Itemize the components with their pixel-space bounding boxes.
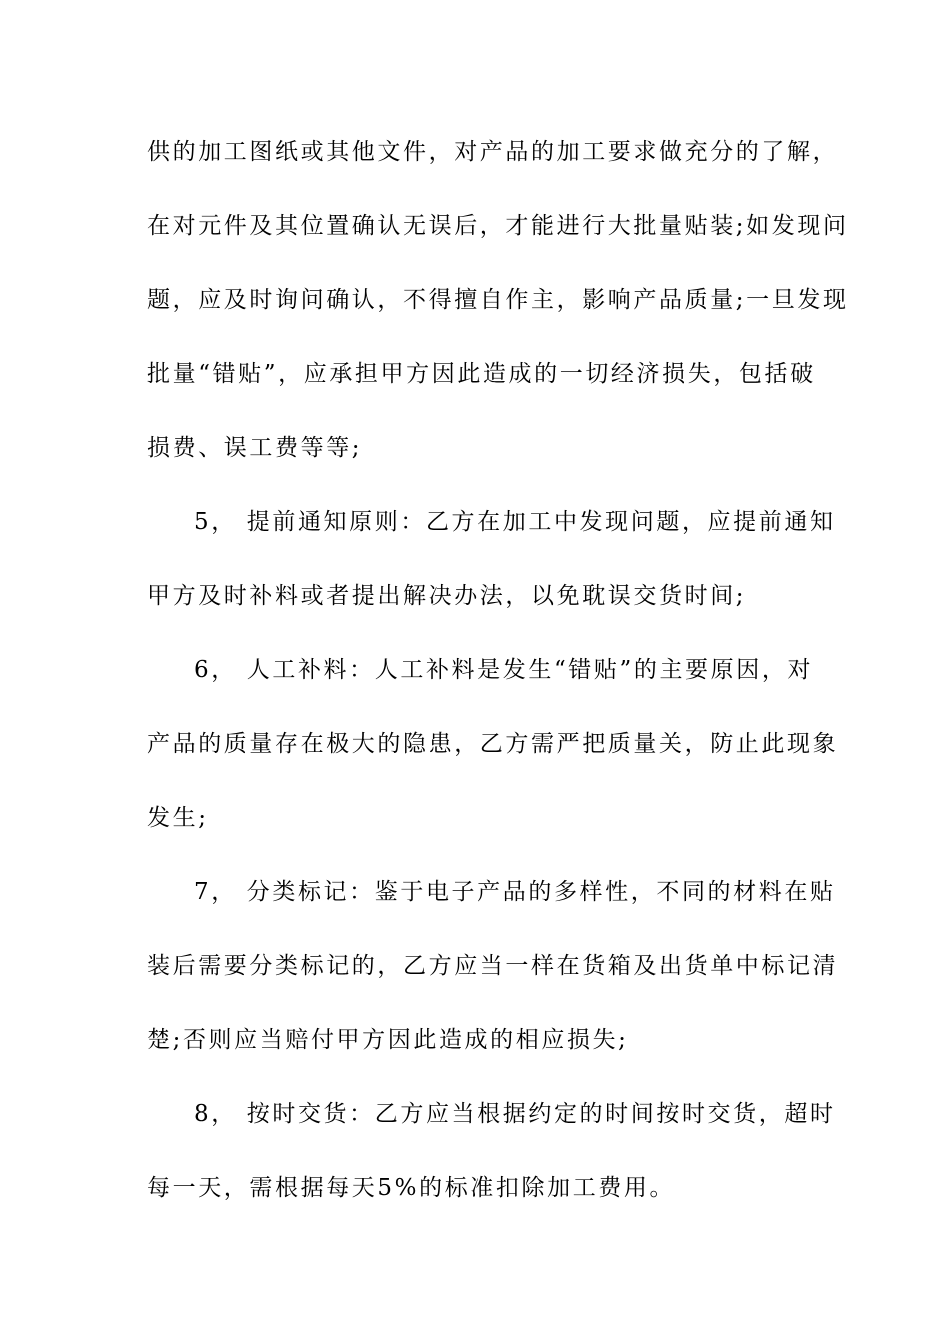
text-line: 每一天，需根据每天5%的标准扣除加工费用。 [147, 1175, 676, 1201]
list-item-6-line: 6， 人工补料：人工补料是发生“错贴”的主要原因，对 [194, 657, 814, 683]
list-item-8-line: 8， 按时交货：乙方应当根据约定的时间按时交货，超时 [194, 1101, 836, 1127]
text-line: 装后需要分类标记的，乙方应当一样在货箱及出货单中标记清 [147, 953, 839, 979]
list-item-5-line: 5， 提前通知原则：乙方在加工中发现问题，应提前通知 [194, 509, 836, 535]
text-line: 发生; [147, 805, 209, 831]
text-line: 甲方及时补料或者提出解决办法，以免耽误交货时间; [147, 583, 747, 609]
text-line: 供的加工图纸或其他文件，对产品的加工要求做充分的了解， [147, 139, 839, 165]
text-line: 损费、误工费等等; [147, 435, 363, 461]
list-item-7-line: 7， 分类标记：鉴于电子产品的多样性，不同的材料在贴 [194, 879, 836, 905]
text-line: 批量“错贴”，应承担甲方因此造成的一切经济损失，包括破 [147, 361, 816, 387]
text-line: 在对元件及其位置确认无误后，才能进行大批量贴装;如发现问 [147, 213, 849, 239]
text-line: 楚;否则应当赔付甲方因此造成的相应损失; [147, 1027, 629, 1053]
text-line: 产品的质量存在极大的隐患，乙方需严把质量关，防止此现象 [147, 731, 839, 757]
text-line: 题，应及时询问确认，不得擅自作主，影响产品质量;一旦发现 [147, 287, 849, 313]
